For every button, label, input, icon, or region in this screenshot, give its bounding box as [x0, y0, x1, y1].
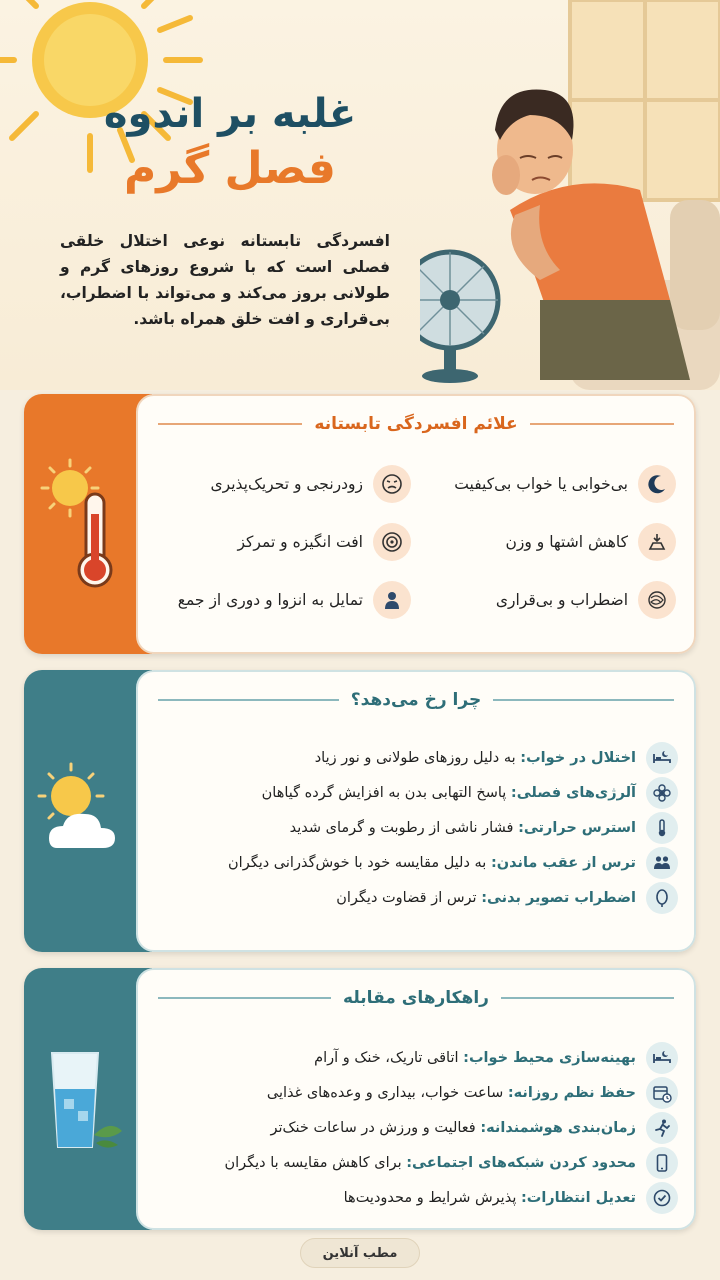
calendar-clock-icon: [646, 1077, 678, 1109]
symptoms-heading: [158, 414, 674, 434]
water-glass-icon: [36, 1039, 126, 1159]
cause-text: به دلیل روزهای طولانی و نور زیاد: [314, 749, 516, 766]
brand-footer: مطب آنلاین: [300, 1238, 420, 1268]
symptoms-grid: [160, 464, 676, 620]
symptoms-side-panel: [24, 394, 152, 654]
causes-title: چرا رخ می‌دهد؟: [350, 690, 482, 710]
coping-item: [156, 1110, 678, 1145]
symptom-label: اضطراب و بی‌قراری: [495, 591, 628, 609]
cause-item: [156, 880, 678, 915]
cause-key: ترس از عقب ماندن:: [490, 854, 636, 871]
heading-rule: [501, 997, 674, 999]
coping-item: [156, 1180, 678, 1215]
causes-panel: [136, 670, 696, 952]
coping-item: [156, 1040, 678, 1075]
causes-list: [156, 740, 678, 915]
coping-item: [156, 1075, 678, 1110]
symptom-item: [160, 464, 411, 504]
bed-icon: [646, 742, 678, 774]
coping-key: محدود کردن شبکه‌های اجتماعی:: [406, 1154, 636, 1171]
scale-down-icon: [638, 523, 676, 561]
coping-key: زمان‌بندی هوشمندانه:: [480, 1119, 636, 1136]
coping-item: [156, 1145, 678, 1180]
cause-item: [156, 810, 678, 845]
check-circle-icon: [646, 1182, 678, 1214]
cause-text: پاسخ التهابی بدن به افزایش گرده گیاهان: [261, 784, 507, 801]
symptom-label: بی‌خوابی یا خواب بی‌کیفیت: [454, 475, 628, 493]
intro-paragraph: افسردگی تابستانه نوعی اختلال خلقی فصلی است که با شروع روزهای گرم و طولانی بروز می‌کند و می‌تواند با اضطراب، بی‌قراری و افت خلق همراه باشد.: [60, 232, 390, 328]
cause-item: [156, 845, 678, 880]
coping-key: حفظ نظم روزانه:: [507, 1084, 636, 1101]
heading-rule: [158, 997, 331, 999]
coping-text: اتاقی تاریک، خنک و آرام: [314, 1049, 459, 1066]
bed-icon: [646, 1042, 678, 1074]
runner-icon: [646, 1112, 678, 1144]
coping-text: ساعت خواب، بیداری و وعده‌های غذایی: [266, 1084, 504, 1101]
symptom-label: زودرنجی و تحریک‌پذیری: [210, 475, 363, 493]
coping-heading: [158, 988, 674, 1008]
cause-item: [156, 775, 678, 810]
symptom-label: افت انگیزه و تمرکز: [237, 533, 363, 551]
heading-rule: [530, 423, 674, 425]
coping-key: تعدیل انتظارات:: [520, 1189, 636, 1206]
sad-man-with-fan-illustration: [420, 0, 720, 390]
causes-side-panel: [24, 670, 152, 952]
title-line-1: غلبه بر اندوه: [103, 91, 357, 137]
heading-rule: [158, 423, 302, 425]
coping-key: بهینه‌سازی محیط خواب:: [463, 1049, 636, 1066]
symptom-label: تمایل به انزوا و دوری از جمع: [177, 591, 363, 609]
symptom-label: کاهش اشتها و وزن: [505, 533, 628, 551]
symptoms-title: علائم افسردگی تابستانه: [314, 414, 518, 434]
causes-card: [24, 670, 696, 952]
sun-thermometer-icon: [36, 454, 126, 594]
symptom-item: [425, 464, 676, 504]
coping-text: برای کاهش مقایسه با دیگران: [224, 1154, 402, 1171]
coping-side-panel: [24, 968, 152, 1230]
mirror-icon: [646, 882, 678, 914]
symptom-item: [425, 522, 676, 562]
cause-key: اختلال در خواب:: [520, 749, 636, 766]
cause-key: استرس حرارتی:: [518, 819, 636, 836]
tangled-mind-icon: [638, 581, 676, 619]
cause-text: فشار ناشی از رطوبت و گرمای شدید: [289, 819, 514, 836]
page-title: [70, 88, 390, 198]
heading-rule: [493, 699, 674, 701]
cause-text: به دلیل مقایسه خود با خوش‌گذرانی دیگران: [228, 854, 487, 871]
symptoms-card: [24, 394, 696, 654]
flower-icon: [646, 777, 678, 809]
hero-section: [0, 0, 720, 390]
coping-text: پذیرش شرایط و محدودیت‌ها: [343, 1189, 517, 1206]
sun-cloud-icon: [33, 756, 129, 866]
cause-key: آلرژی‌های فصلی:: [510, 784, 636, 801]
people-icon: [646, 847, 678, 879]
target-icon: [373, 523, 411, 561]
symptoms-panel: [136, 394, 696, 654]
cause-text: ترس از قضاوت دیگران: [336, 889, 477, 906]
symptom-item: [160, 522, 411, 562]
coping-text: فعالیت و ورزش در ساعات خنک‌تر: [270, 1119, 476, 1136]
title-line-2: فصل گرم: [124, 143, 336, 194]
cause-key: اضطراب تصویر بدنی:: [481, 889, 636, 906]
cause-item: [156, 740, 678, 775]
symptom-item: [425, 580, 676, 620]
coping-panel: [136, 968, 696, 1230]
phone-icon: [646, 1147, 678, 1179]
person-icon: [373, 581, 411, 619]
coping-title: راهکارهای مقابله: [343, 988, 489, 1008]
angry-face-icon: [373, 465, 411, 503]
coping-card: [24, 968, 696, 1230]
heading-rule: [158, 699, 339, 701]
symptom-item: [160, 580, 411, 620]
moon-icon: [638, 465, 676, 503]
coping-list: [156, 1040, 678, 1215]
thermometer-icon: [646, 812, 678, 844]
causes-heading: [158, 690, 674, 710]
